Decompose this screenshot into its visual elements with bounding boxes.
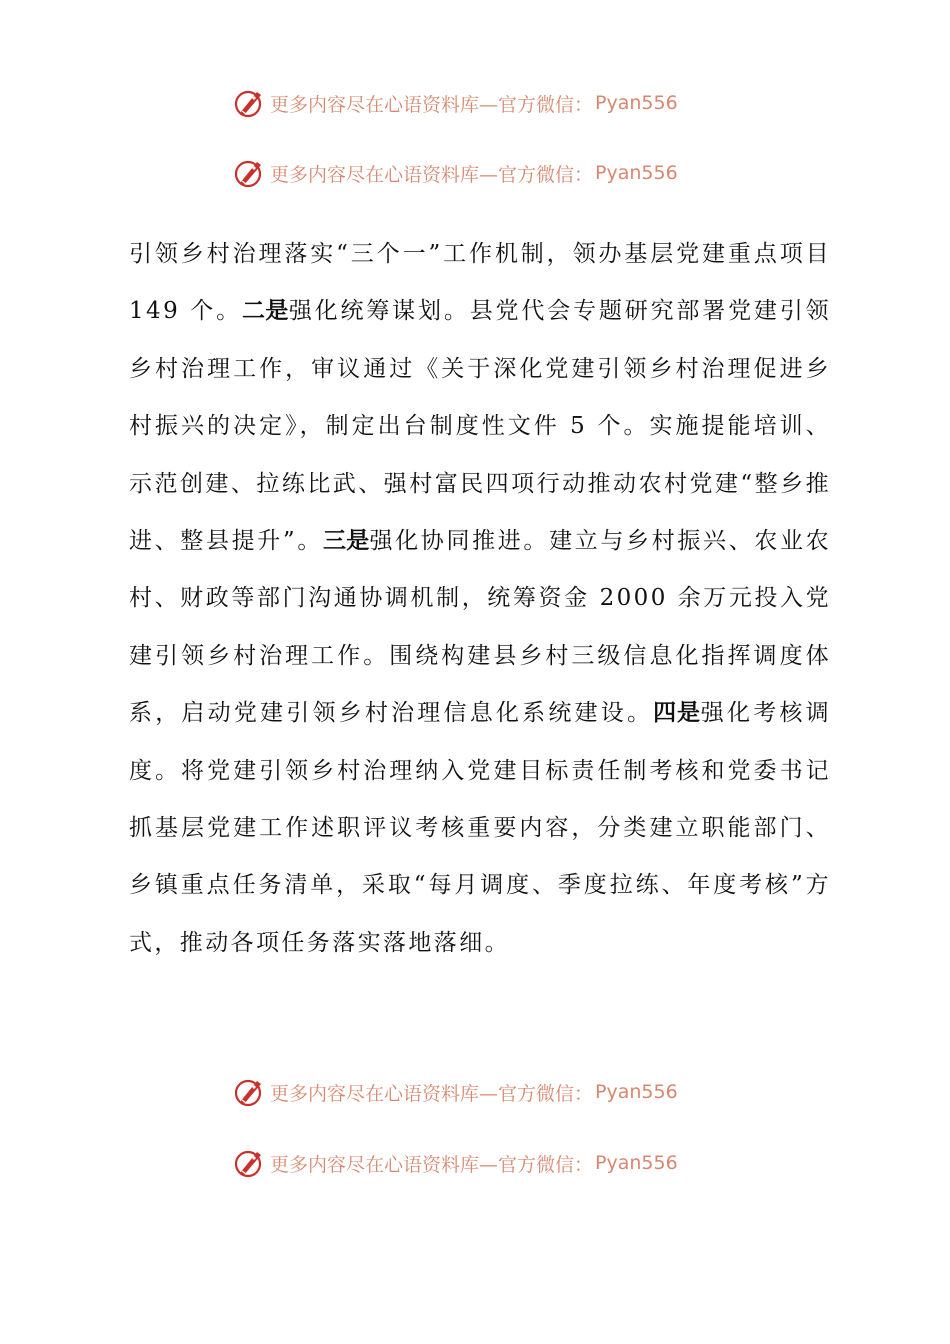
watermark-banner	[232, 1075, 752, 1109]
watermark-banner	[232, 156, 752, 190]
paragraph-segment: 引领乡村治理落实“三个一”工作机制，领办基层党建重点项目 149 个。	[129, 241, 831, 325]
paragraph-segment: 强化协同推进。建立与乡村振兴、农业农村、财政等部门沟通协调机制，统筹资金 2000 余万元投入党建引领乡村治理工作。围绕构建县乡村三级信息化指挥调度体系，启动党建引领乡村治理信息化系统建设。	[129, 528, 831, 727]
watermark-wechat-id: Pyan556	[595, 162, 678, 184]
watermark-text: 更多内容尽在心语资料库—官方微信：	[270, 1153, 594, 1176]
watermark-wechat-id: Pyan556	[595, 1081, 678, 1103]
body-paragraph	[129, 226, 831, 972]
watermark-banner	[232, 86, 752, 120]
watermark-wechat-id: Pyan556	[595, 1152, 678, 1174]
paragraph-segment: 强化考核调度。将党建引领乡村治理纳入党建目标责任制考核和党委书记抓基层党建工作述职评议考核重要内容，分类建立职能部门、乡镇重点任务清单，采取“每月调度、季度拉练、年度考核”方式，推动各项任务落实落地落细。	[129, 700, 832, 956]
watermark-wechat-id: Pyan556	[595, 92, 678, 114]
watermark-text: 更多内容尽在心语资料库—官方微信：	[270, 163, 594, 186]
paragraph-segment: 强化统筹谋划。县党代会专题研究部署党建引领乡村治理工作，审议通过《关于深化党建引领乡村治理促进乡村振兴的决定》，制定出台制度性文件 5 个。实施提能培训、示范创建、拉练比武、强村富民四项行动推动农村党建“整乡推进、整县提升”。	[129, 298, 832, 555]
bold-heading-two: 二是	[241, 298, 289, 325]
pen-nib-seal-icon	[232, 1075, 266, 1109]
bold-heading-three: 三是	[322, 528, 370, 555]
watermark-text: 更多内容尽在心语资料库—官方微信：	[270, 93, 594, 116]
watermark-text: 更多内容尽在心语资料库—官方微信：	[270, 1082, 594, 1105]
pen-nib-seal-icon	[232, 1146, 266, 1180]
watermark-banner	[232, 1146, 752, 1180]
pen-nib-seal-icon	[232, 156, 266, 190]
pen-nib-seal-icon	[232, 86, 266, 120]
bold-heading-four: 四是	[653, 700, 701, 727]
